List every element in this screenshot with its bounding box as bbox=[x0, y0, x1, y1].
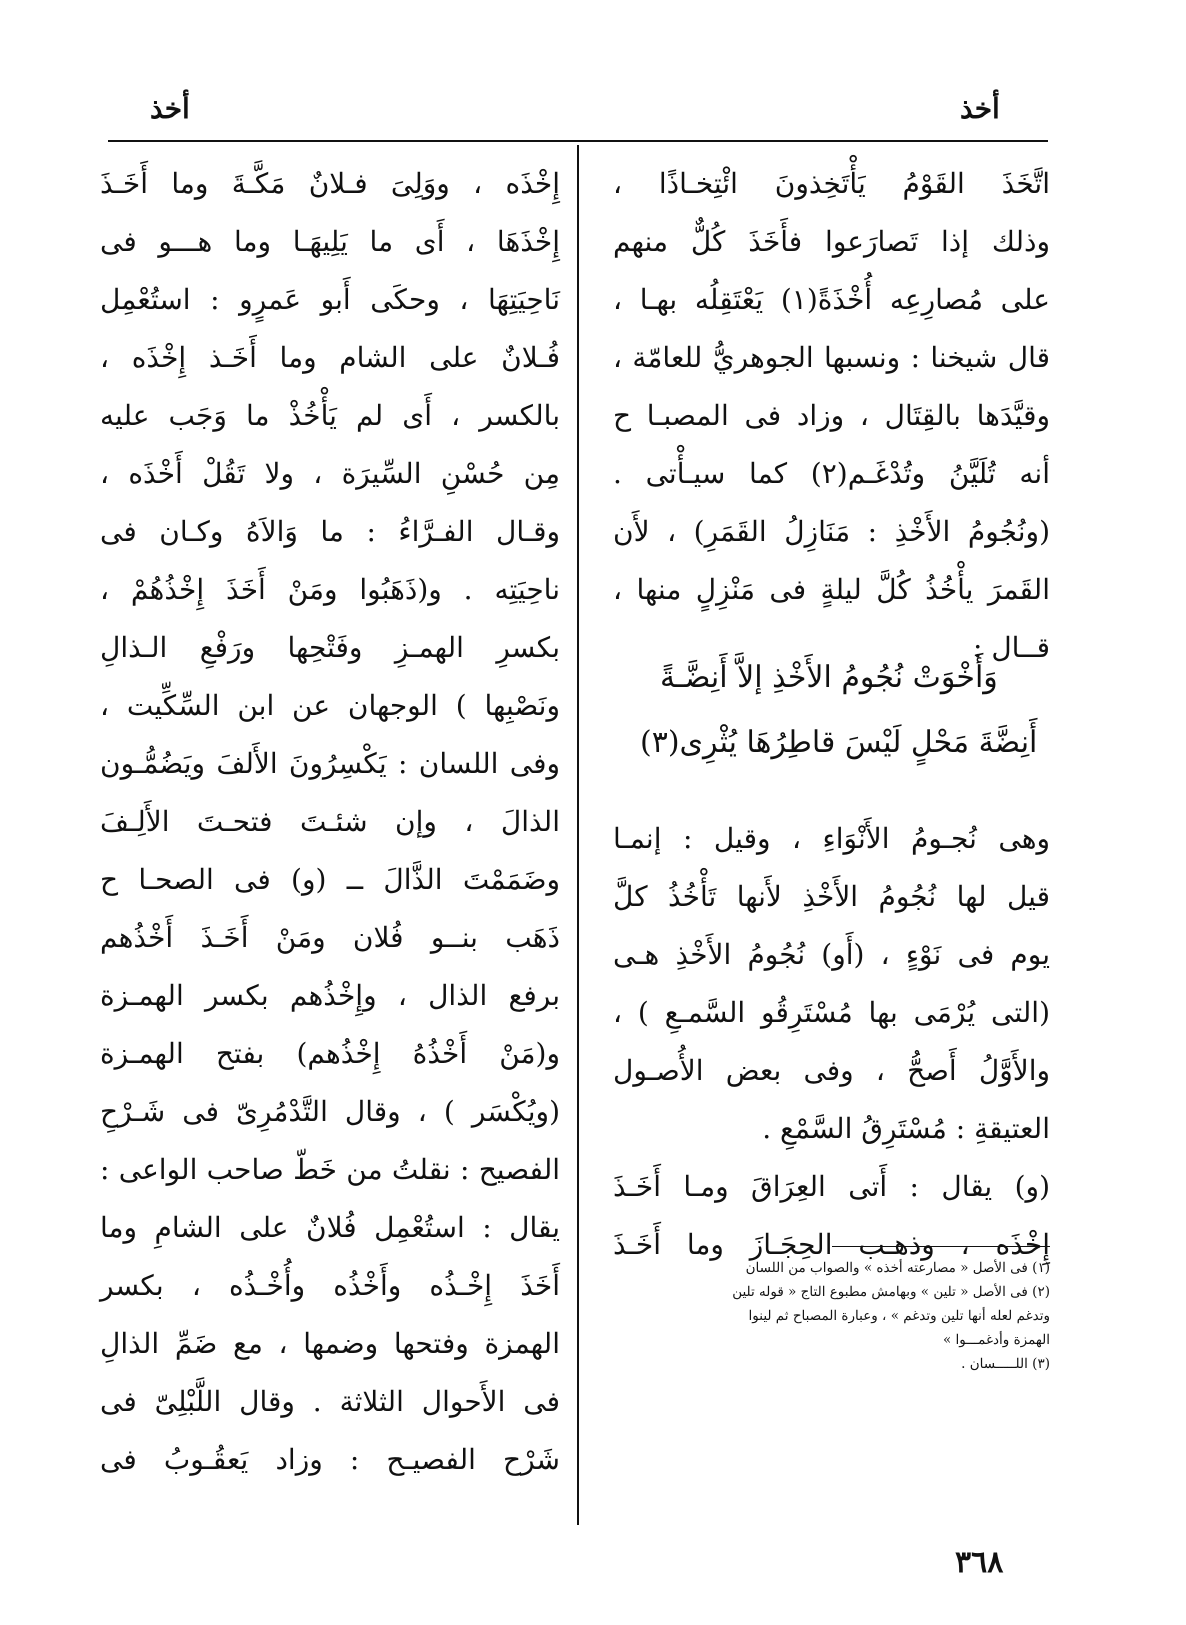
text-line: ناحِيَتِه . و(ذَهَبُوا ومَنْ أَخَذَ إِخْذُهُمْ ، bbox=[100, 573, 560, 606]
text-line: إِخْذَه ، ووَلِىَ فـلانٌ مَكَّـةَ وما أَخَـذَ bbox=[100, 167, 560, 200]
text-line: ذَهَب بنــو فُلان ومَنْ أَخَـذَ أَخْذُهم bbox=[100, 921, 560, 954]
text-line: الذالَ ، وإن شئـتَ فتحـتَ الأَلِـفَ bbox=[100, 805, 560, 838]
text-line: اتَّخَذَ القَوْمُ يَأْتَخِذونَ ائْتِخـاذًا ، bbox=[613, 167, 1050, 200]
header-rule bbox=[108, 140, 1048, 142]
right-column-after-verse bbox=[613, 810, 1050, 1158]
page-number: ٣٦٨ bbox=[955, 1545, 1004, 1580]
text-line: وقيَّدَها بالقِتَال ، وزاد فى المصبـا ح bbox=[613, 399, 1050, 432]
text-line: بكسرِ الهمـزِ وفَتْحِها ورَفْعِ الـذالِ bbox=[100, 631, 560, 664]
footnote: (١) فى الأصل « مصارعته أخذه » والصواب من اللسان bbox=[745, 1260, 1050, 1276]
text-line: قيل لها نُجُومُ الأَخْذِ لأَنها تَأْخُذُ كلَّ bbox=[613, 880, 1050, 913]
left-column bbox=[100, 155, 560, 1489]
text-line: والأَوَّلُ أَصحُّ ، وفى بعض الأُصـول bbox=[613, 1054, 1050, 1087]
text-line: قــال : bbox=[973, 631, 1050, 664]
footnote: الهمزة وأدغمـــوا » bbox=[943, 1332, 1050, 1348]
text-line: وضَمَمْتَ الذَّالَ ــ (و) فى الصحـا ح bbox=[100, 863, 560, 896]
text-line: وقـال الفـرَّاءُ : ما وَالاَهُ وكـان فى bbox=[100, 515, 560, 548]
text-line: (التى يُرْمَى بها مُسْتَرِقُو السَّمـعِ ) ، bbox=[613, 996, 1050, 1029]
running-head-right: أخذ bbox=[960, 92, 1000, 125]
poetry-verse-line-1: وَأَخْوَتْ نُجُومُ الأَخْذِ إلاَّ أَنِضَّـةً bbox=[660, 660, 998, 695]
text-line: (ونُجُومُ الأَخْذِ : مَنَازِلُ القَمَرِ) ، لأَن bbox=[613, 515, 1050, 548]
text-line: شَرْح الفصيـح : وزاد يَعقُـوبُ فى bbox=[100, 1443, 560, 1476]
footnote: (٣) اللـــــسان . bbox=[961, 1356, 1050, 1372]
text-line: وفى اللسان : يَكْسِرُونَ الأَلفَ ويَضُمُّـون bbox=[100, 747, 560, 780]
text-line: ونَصْبِها ) الوجهان عن ابن السِّكِّيت ، bbox=[100, 689, 560, 722]
text-line: فى الأَحوال الثلاثة . وقال اللَّبْلِىّ فى bbox=[100, 1385, 560, 1418]
text-line: إِخْذَه ، وذهـب الحِجَـازَ وما أَخَـذَ bbox=[613, 1228, 1050, 1261]
poetry-verse-line-2: أَنِضَّةَ مَحْلٍ لَيْسَ قاطِرُهَا يُثْرِى(٣) bbox=[640, 725, 1038, 760]
text-line: فُـلانٌ على الشام وما أَخَـذ إِخْذَه ، bbox=[100, 341, 560, 374]
text-line: قال شيخنا : ونسبها الجوهريُّ للعامّة ، bbox=[613, 341, 1050, 374]
text-line: يوم فى نَوْءٍ ، (أَو) نُجُومُ الأَخْذِ هـى bbox=[613, 938, 1050, 971]
right-column bbox=[613, 155, 1050, 677]
text-line: الفصيح : نقلتُ من خَطّ صاحب الواعى : bbox=[100, 1153, 560, 1186]
footnote: (٢) فى الأصل « تلين » وبهامش مطبوع التاج « قوله تلين bbox=[732, 1284, 1050, 1300]
text-line: أنه تُلَيَّنُ وتُدْغَـم(٢) كما سيـأْتى . bbox=[613, 457, 1050, 490]
text-line: على مُصارِعِه أُخْذَةً(١) يَعْتَقِلُه بهـا ، bbox=[613, 283, 1051, 316]
text-line: أَخَذَ إِخْـذُه وأَخْذُه وأُخْـذُه ، بكسر bbox=[100, 1269, 560, 1302]
column-divider bbox=[577, 145, 579, 1525]
text-line: برفع الذال ، وإِخْذُهم بكسر الهمـزة bbox=[100, 979, 560, 1012]
footnote: وتدغم لعله أنها تلين وتدغم » ، وعبارة المصباح ثم لينوا bbox=[748, 1308, 1050, 1324]
text-line: وذلك إذا تَصارَعوا فأَخَذَ كُلٌّ منهم bbox=[613, 225, 1050, 258]
text-line: وهى نُجـومُ الأَنْوَاءِ ، وقيل : إنمـا bbox=[613, 822, 1050, 855]
footnotes bbox=[732, 1256, 1050, 1376]
text-line: القَمرَ يأْخُذُ كُلَّ ليلةٍ فى مَنْزِلٍ منها ، bbox=[613, 573, 1050, 606]
text-line: و(مَنْ أَخْذُهُ إِخْذُهم) بفتح الهمـزة bbox=[100, 1037, 560, 1070]
text-line: نَاحِيَتِهَا ، وحكَى أَبو عَمرٍو : استُعْمِل bbox=[100, 283, 560, 316]
text-line: (ويُكْسَر ) ، وقال التَّدْمُرِىّ فى شَـرْحِ bbox=[100, 1095, 560, 1128]
text-line: العتيقةِ : مُسْتَرِقُ السَّمْعِ . bbox=[762, 1112, 1050, 1145]
text-line: (و) يقال : أَتى العِرَاقَ ومـا أَخَـذَ bbox=[613, 1170, 1050, 1203]
text-line: يقال : استُعْمِل فُلانٌ على الشامِ وما bbox=[100, 1211, 560, 1244]
running-head-left: أخذ bbox=[150, 92, 190, 125]
text-line: بالكسر ، أَى لم يَأْخُذْ ما وَجَب عليه bbox=[100, 399, 560, 432]
footnote-rule bbox=[832, 1246, 1050, 1247]
text-line: إِخْذَهَا ، أَى ما يَلِيهَـا وما هـــو فى bbox=[100, 225, 560, 258]
text-line: مِن حُسْنِ السِّيرَة ، ولا تَقُلْ أَخْذَه ، bbox=[100, 457, 560, 490]
text-line: الهمزة وفتحها وضمها ، مع ضَمِّ الذالِ bbox=[100, 1327, 560, 1360]
